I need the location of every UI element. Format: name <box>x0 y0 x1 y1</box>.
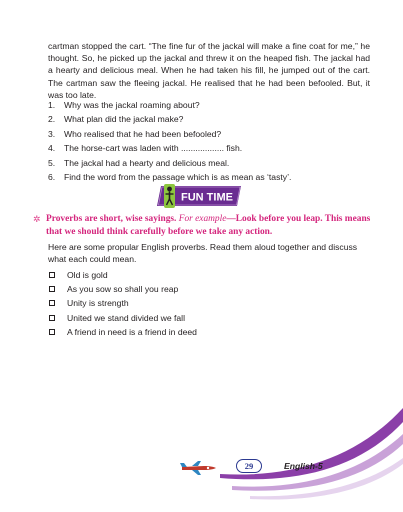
fun-time-label: FUN TIME <box>181 191 233 204</box>
proverb-text: As you sow so shall you reap <box>67 284 179 295</box>
question-number: 5. <box>48 157 56 168</box>
proverb-item <box>48 311 348 325</box>
proverb-intro <box>33 213 372 238</box>
passage-text: cartman stopped the cart. “The fine fur of the jackal will make a fine coat for me,” he thought. So, he picked up the jackal and threw it on the heaped fish. The jackal had a hearty and delicious meal. When he had taken his fill, he jumped out of the cart. The cartman saw the fleeing jackal. He realised that he had been befooled. But, it was too late. <box>48 41 370 100</box>
question-text: What plan did the jackal make? <box>64 114 184 125</box>
fun-time-banner <box>157 183 243 209</box>
question-item <box>48 127 370 141</box>
star-icon: ✲ <box>33 214 41 224</box>
question-item <box>48 141 370 155</box>
checkbox-icon <box>49 315 55 321</box>
question-text: The horse-cart was laden with .................. fish. <box>64 143 243 154</box>
question-text: Why was the jackal roaming about? <box>64 100 200 110</box>
question-number: 1. <box>48 100 56 110</box>
question-item <box>48 156 370 170</box>
proverb-intro-example-text: —Look before you leap. This means that we should think carefully before we take any action. <box>46 214 371 237</box>
question-number: 3. <box>48 128 56 139</box>
checkbox-icon <box>49 329 55 335</box>
proverb-text: Unity is strength <box>67 298 129 309</box>
person-icon <box>164 184 175 208</box>
airplane-icon <box>180 461 218 475</box>
fun-time-badge <box>157 183 243 209</box>
proverb-text: A friend in need is a friend in deed <box>67 326 197 337</box>
question-text: The jackal had a hearty and delicious meal. <box>64 157 230 168</box>
book-title: English-5 <box>284 461 323 471</box>
footer-swoosh-decoration <box>180 400 403 512</box>
proverb-text: Old is gold <box>67 270 108 280</box>
question-text: Who realised that he had been befooled? <box>64 128 222 139</box>
page-number: 29 <box>236 459 262 473</box>
question-number: 2. <box>48 114 56 125</box>
proverb-item <box>48 325 348 339</box>
proverb-intro-lead: Proverbs are short, wise sayings. <box>46 214 179 224</box>
proverb-item <box>48 296 348 310</box>
checkbox-icon <box>49 300 55 306</box>
question-item <box>48 112 370 126</box>
proverb-intro-example-label: For example <box>178 214 227 224</box>
proverb-text: United we stand divided we fall <box>67 312 185 323</box>
question-number: 6. <box>48 171 56 182</box>
proverb-list <box>48 268 348 339</box>
proverb-item <box>48 282 348 296</box>
proverb-item <box>48 268 348 282</box>
question-item <box>48 98 370 112</box>
checkbox-icon <box>49 286 55 292</box>
question-number: 4. <box>48 143 56 154</box>
instruction-text: Here are some propular English proverbs. Read them aloud together and discuss what each could mean. <box>48 242 358 265</box>
question-list <box>48 98 370 184</box>
checkbox-icon <box>49 272 55 278</box>
question-text: Find the word from the passage which is as mean as ‘tasty’. <box>64 171 292 182</box>
